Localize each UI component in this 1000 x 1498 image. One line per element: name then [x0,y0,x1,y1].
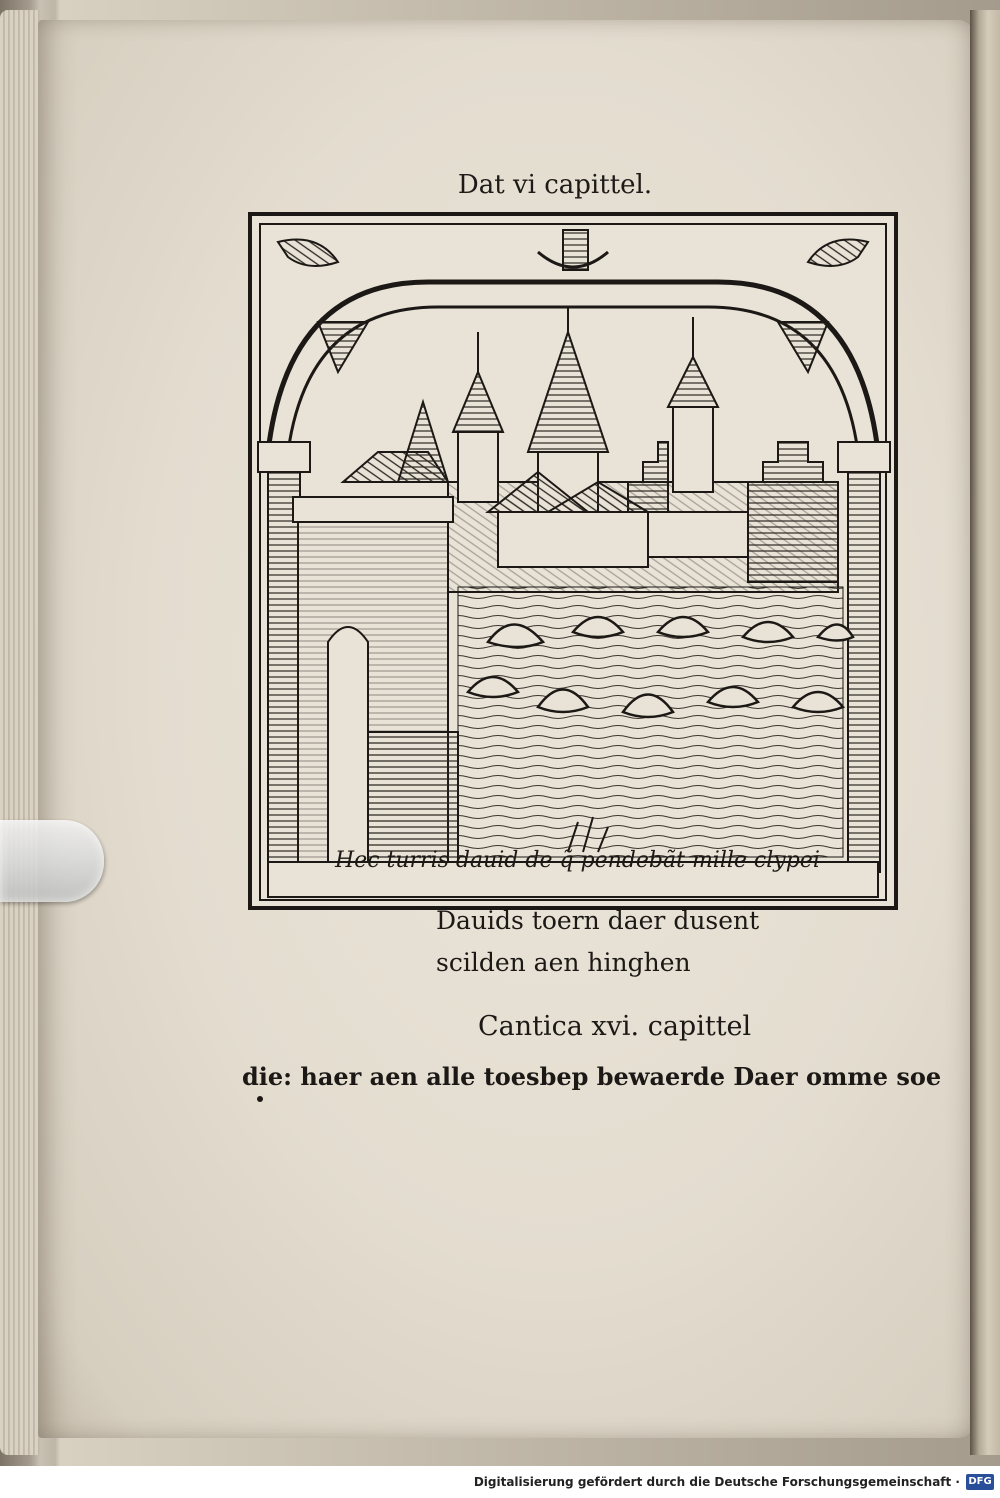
ink-mark [257,1096,263,1102]
catchword-line: die: haer aen alle toesbep bewaerde Daer omme soe [242,1062,942,1091]
text-line-1: Dauids toern daer dusent [436,906,760,935]
woodcut-illustration [248,212,898,912]
footer-bar [0,1466,1000,1498]
book-gutter [970,10,1000,1455]
woodcut-caption: Hec turris dauid de q̃ pendebãt mille clypei [335,848,820,873]
page-holder-clip [0,820,104,902]
chapter-subheading: Cantica xvi. capittel [478,1011,752,1042]
footer-credit: Digitalisierung gefördert durch die Deutsche Forschungsgemeinschaft · [473,1475,960,1489]
book-page-edges [0,10,40,1455]
text-line-2: scilden aen hinghen [436,948,691,977]
chapter-heading: Dat vi capittel. [457,170,653,200]
dfg-logo: DFG [966,1474,994,1490]
